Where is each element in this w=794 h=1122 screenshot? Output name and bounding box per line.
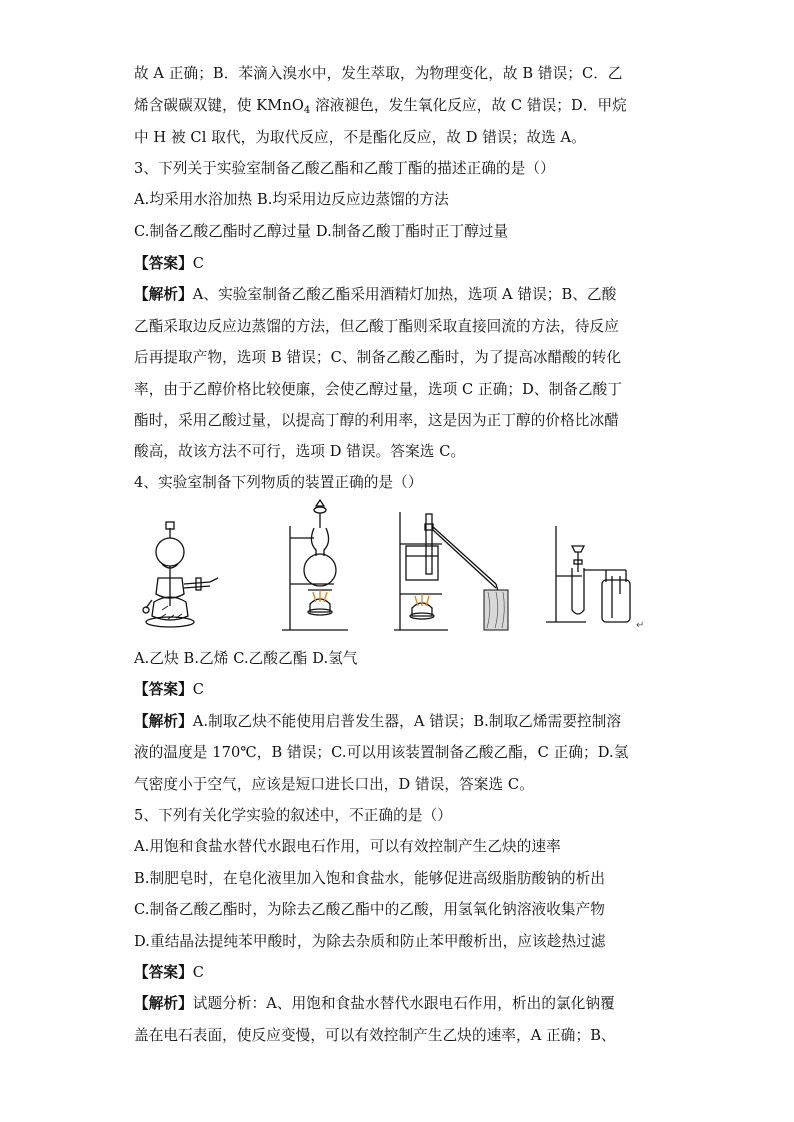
text-span: 试题分析：A、用饱和食盐水替代水跟电石作用，析出的氯化钠覆 [192, 995, 615, 1012]
tube-distillation-apparatus-icon [392, 498, 522, 634]
explanation-5 [134, 994, 674, 1014]
answer-value: C [192, 681, 205, 698]
text-span: A、实验室制备乙酸乙酯采用酒精灯加热，选项 A 错误；B、乙酸 [192, 286, 617, 303]
answer-3 [134, 254, 674, 274]
answer-5 [134, 963, 674, 983]
question-5-option-d: D.重结晶法提纯苯甲酸时，为除去杂质和防止苯甲酸析出，应该趁热过滤 [134, 933, 606, 950]
question-4-options: A.乙炔 B.乙烯 C.乙酸乙酯 D.氢气 [134, 650, 358, 667]
answer-value: C [192, 255, 205, 272]
text-line: 液的温度是 170℃，B 错误；C.可以用该装置制备乙酸乙酯，C 正确；D.氢 [134, 744, 629, 761]
answer-value: C [192, 964, 205, 981]
text-line: 后再提取产物，选项 B 错误；C、制备乙酸乙酯时，为了提高冰醋酸的转化 [134, 349, 622, 366]
text-line: 中 H 被 Cl 取代，为取代反应，不是酯化反应，故 D 错误；故选 A。 [134, 129, 586, 146]
text-span: A.制取乙炔不能使用启普发生器，A 错误；B.制取乙烯需要控制溶 [192, 713, 622, 730]
flask-heating-apparatus-icon [280, 498, 355, 634]
kipp-generator-icon [140, 498, 225, 634]
text-line: 酸高，故该方法不可行，选项 D 错误。答案选 C。 [134, 443, 466, 460]
text-line: 酯时，采用乙酸过量，以提高丁醇的利用率，这是因为正丁醇的价格比冰醋 [134, 412, 619, 429]
question-3-options-ab: A.均采用水浴加热 B.均采用边反应边蒸馏的方法 [134, 191, 449, 208]
text-line: 气密度小于空气，应该是短口进长口出，D 错误，答案选 C。 [134, 776, 534, 793]
text-line: 盖在电石表面，使反应变慢，可以有效控制产生乙炔的速率，A 正确；B、 [134, 1027, 616, 1044]
apparatus-figures [140, 498, 660, 638]
question-5-option-b: B.制肥皂时，在皂化液里加入饱和食盐水，能够促进高级脂肪酸钠的析出 [134, 870, 606, 887]
explanation-4 [134, 712, 674, 732]
question-3: 3、下列关于实验室制备乙酸乙酯和乙酸丁酯的描述正确的是（） [134, 160, 555, 177]
text-span: 溶液褪色，发生氧化反应，故 C 错误；D．甲烷 [310, 97, 627, 114]
question-5-option-a: A.用饱和食盐水替代水跟电石作用，可以有效控制产生乙炔的速率 [134, 838, 561, 855]
explanation-label: 【解析】 [134, 713, 193, 730]
question-4: 4、实验室制备下列物质的装置正确的是（） [134, 474, 423, 491]
answer-4 [134, 680, 674, 700]
gas-collection-apparatus-icon [542, 498, 645, 634]
question-5-option-c: C.制备乙酸乙酯时，为除去乙酸乙酯中的乙酸，用氢氧化钠溶液收集产物 [134, 901, 605, 918]
text-span: 烯含碳碳双键，使 KMnO [134, 97, 304, 114]
return-mark: ↵ [636, 620, 645, 631]
text-line: 率，由于乙醇价格比较便廉，会使乙醇过量，选项 C 正确；D、制备乙酸丁 [134, 381, 623, 398]
answer-label: 【答案】 [134, 681, 193, 698]
explanation-label: 【解析】 [134, 286, 193, 303]
text-line: 乙酯采取边反应边蒸馏的方法，但乙酸丁酯则采取直接回流的方法，待反应 [134, 318, 619, 335]
answer-label: 【答案】 [134, 964, 193, 981]
explanation-3 [134, 285, 674, 305]
question-5: 5、下列有关化学实验的叙述中，不正确的是（） [134, 807, 452, 824]
explanation-label: 【解析】 [134, 995, 193, 1012]
answer-label: 【答案】 [134, 255, 193, 272]
text-line [134, 96, 674, 116]
question-3-options-cd: C.制备乙酸乙酯时乙醇过量 D.制备乙酸丁酯时正丁醇过量 [134, 223, 509, 240]
subscript: 4 [303, 105, 311, 116]
text-line: 故 A 正确；B．苯滴入溴水中，发生萃取，为物理变化，故 B 错误；C．乙 [134, 65, 623, 82]
